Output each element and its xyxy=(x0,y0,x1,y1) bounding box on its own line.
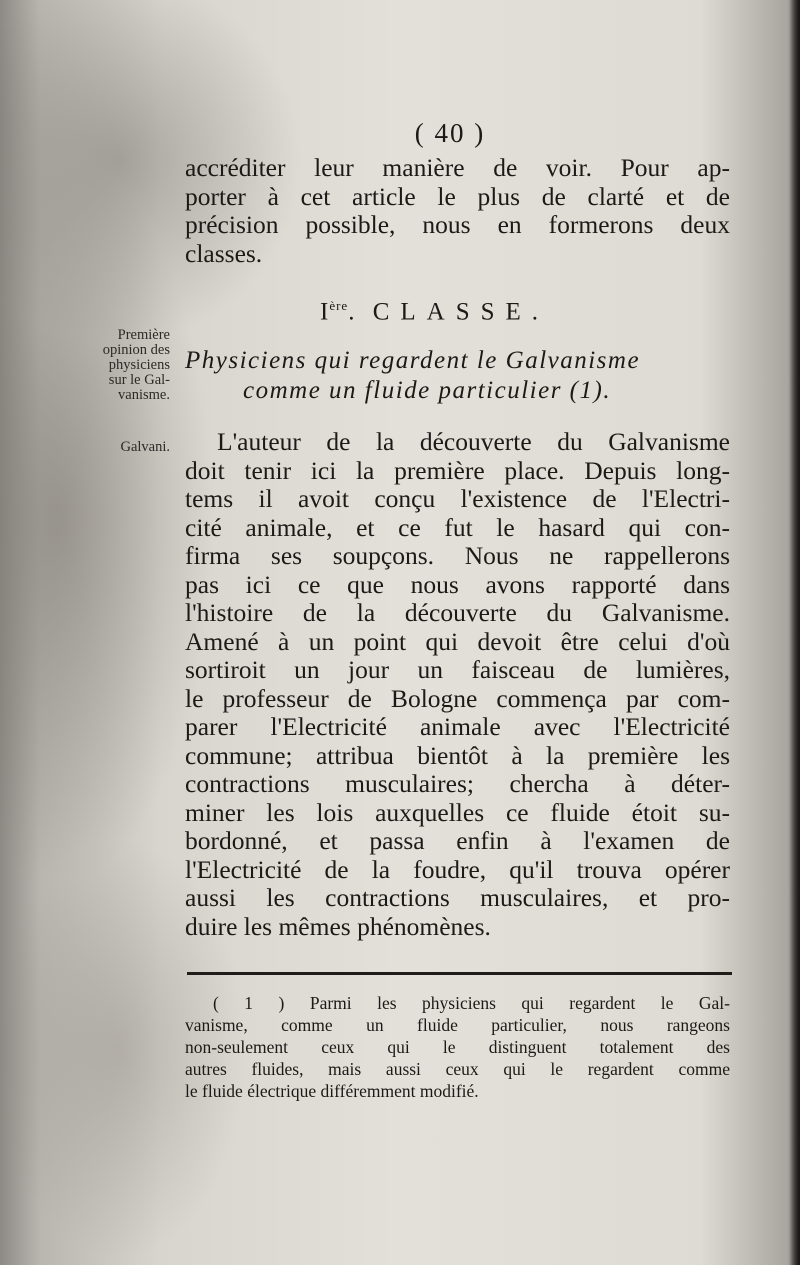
footnote-line: vanisme, comme un fluide particulier, nous rangeons xyxy=(185,1015,730,1035)
text-line: précision possible, nous en formerons deux xyxy=(185,210,730,239)
footnote-divider xyxy=(187,972,732,975)
text-line: duire les mêmes phénomènes. xyxy=(185,911,491,941)
text-line: cité animale, et ce fut le hasard qui con- xyxy=(185,512,730,542)
text-line: firma ses soupçons. Nous ne rappellerons xyxy=(185,541,730,570)
text-line: doit tenir ici la première place. Depuis long- xyxy=(185,455,730,485)
page-spine-shadow xyxy=(788,0,800,1265)
text-line: Amené à un point qui devoit être celui d'où xyxy=(185,626,730,656)
text-line: pas ici ce que nous avons rapporté dans xyxy=(185,569,730,599)
footnote xyxy=(185,992,730,1102)
main-paragraph xyxy=(185,428,730,941)
text-line: L'auteur de la découverte du Galvanisme xyxy=(217,427,730,456)
text-line: classes. xyxy=(185,238,263,268)
class-ordinal: I xyxy=(320,298,330,326)
margin-note-line: opinion des xyxy=(102,342,170,358)
page-number: ( 40 ) xyxy=(414,118,486,148)
class-title: CLASSE. xyxy=(372,298,550,326)
margin-note-line: vanisme. xyxy=(118,387,170,403)
text-line: porter à cet article le plus de clarté et de xyxy=(185,181,730,211)
margin-note-opinion xyxy=(70,328,170,403)
class-separator: . xyxy=(348,298,356,326)
class-heading xyxy=(320,298,549,326)
footnote-line: non-seulement ceux qui le distinguent totalement des xyxy=(185,1037,730,1057)
intro-paragraph xyxy=(185,154,730,268)
text-line: accréditer leur manière de voir. Pour ap- xyxy=(185,153,730,182)
class-ordinal-suffix: ère xyxy=(329,298,349,313)
text-line: le professeur de Bologne commença par com- xyxy=(185,683,730,713)
text-line: l'histoire de la découverte du Galvanisme. xyxy=(185,598,730,627)
margin-note-line: Première xyxy=(117,327,170,343)
text-line: miner les lois auxquelles ce fluide étoit su- xyxy=(185,797,730,827)
margin-note-galvani xyxy=(70,440,170,455)
text-line: l'Electricité de la foudre, qu'il trouva opérer xyxy=(185,854,730,884)
footnote-line: le fluide électrique différemment modifié. xyxy=(185,1081,479,1101)
section-title xyxy=(185,346,730,406)
text-line: sortiroit un jour un faisceau de lumières, xyxy=(185,655,730,684)
margin-note-line: physiciens xyxy=(108,357,170,373)
text-line: tems il avoit conçu l'existence de l'Electri- xyxy=(185,484,730,513)
margin-note-line: sur le Gal- xyxy=(108,372,170,388)
text-line: commune; attribua bientôt à la première les xyxy=(185,740,730,770)
section-title-line: Physiciens qui regardent le Galvanisme xyxy=(185,347,641,374)
footnote-line: autres fluides, mais aussi ceux qui le regardent comme xyxy=(185,1059,730,1079)
margin-note-line: Galvani. xyxy=(120,439,170,455)
text-line: bordonné, et passa enfin à l'examen de xyxy=(185,826,730,855)
text-line: aussi les contractions musculaires, et pro- xyxy=(185,883,730,912)
section-title-line: comme un fluide particulier (1). xyxy=(243,377,612,404)
text-line: parer l'Electricité animale avec l'Electricité xyxy=(185,712,730,741)
text-line: contractions musculaires; chercha à déter- xyxy=(185,769,730,798)
footnote-line: ( 1 ) Parmi les physiciens qui regardent le Gal- xyxy=(213,993,730,1013)
